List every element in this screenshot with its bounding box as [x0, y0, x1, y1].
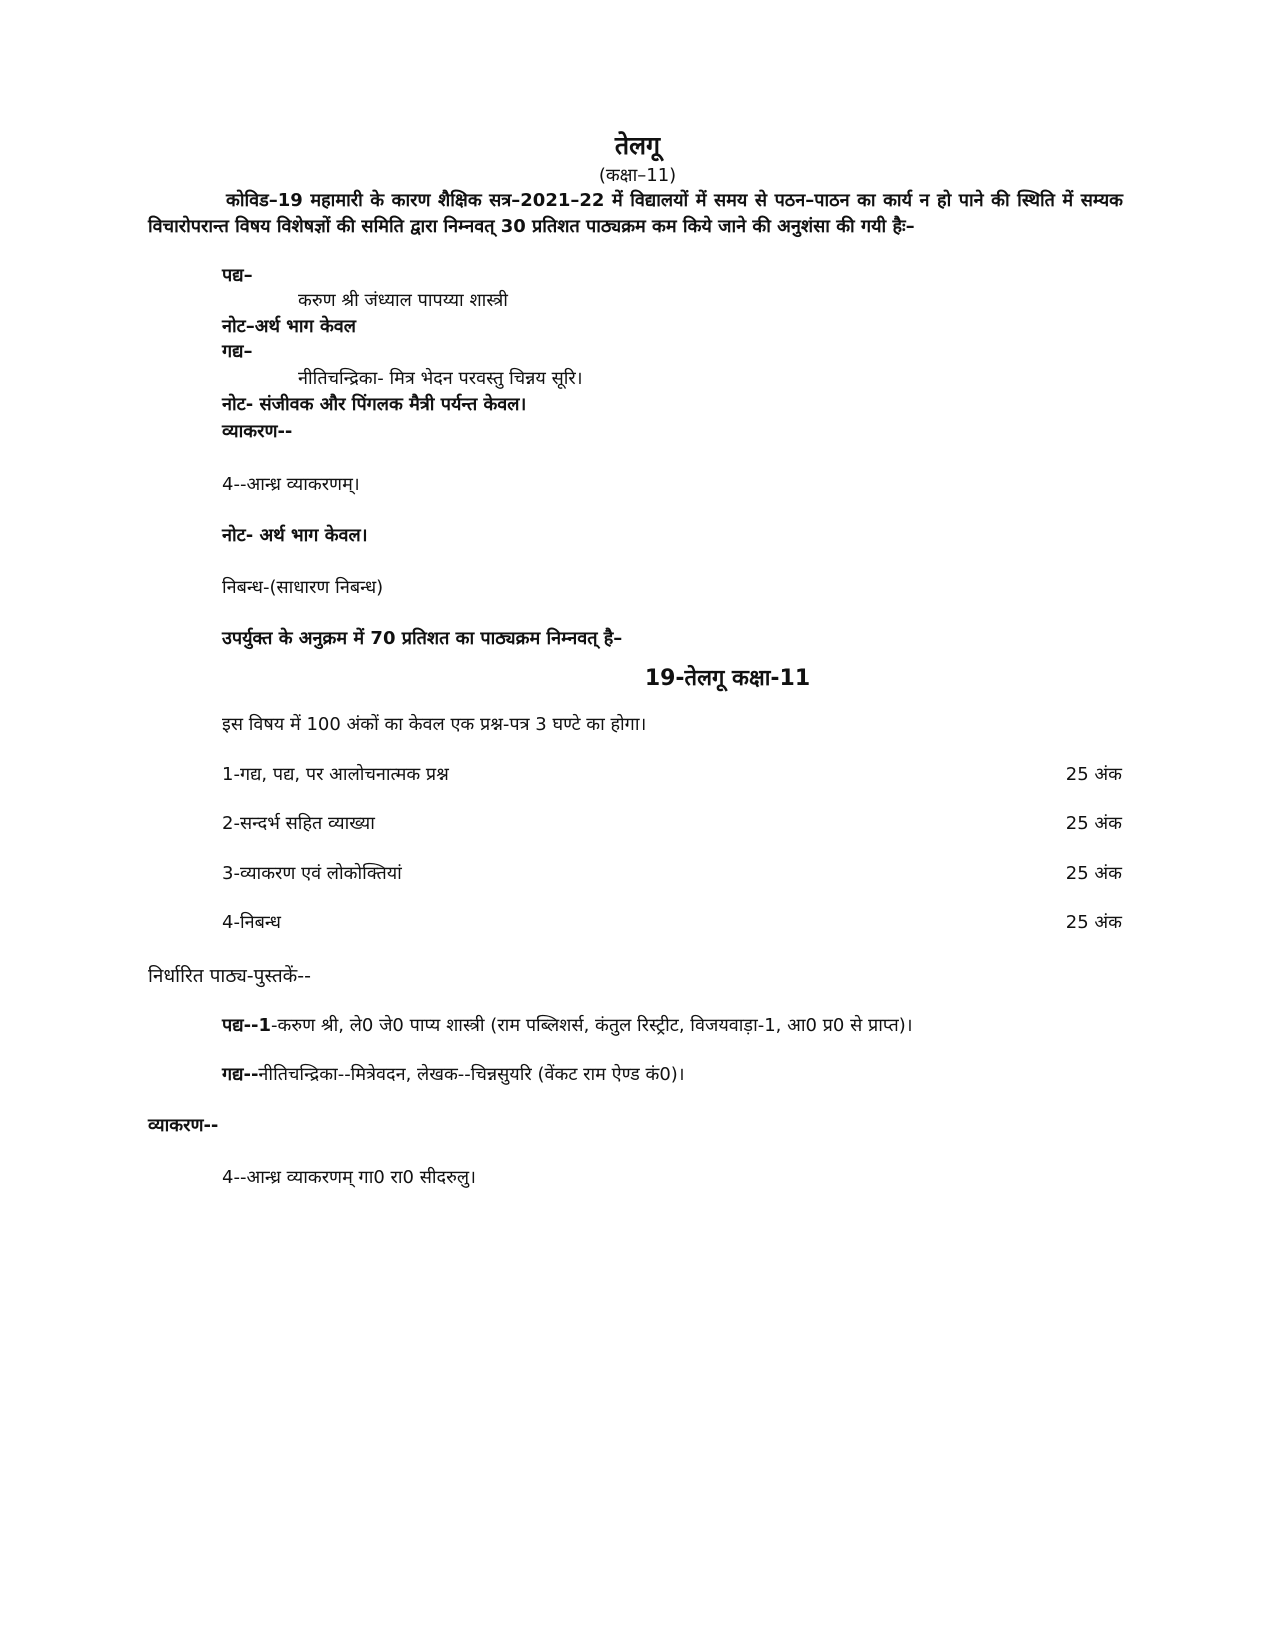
marks-row	[222, 811, 1122, 835]
padya-text: करुण श्री जंध्याल पापय्या शास्त्री	[298, 290, 508, 311]
syllabus-intro: उपर्युक्त के अनुक्रम में 70 प्रतिशत का पाठ्यक्रम निम्नवत् है–	[222, 628, 623, 649]
marks-row	[222, 861, 1122, 885]
nibandh-text: निबन्ध-(साधारण निबन्ध)	[222, 577, 384, 598]
book-padya	[222, 1013, 913, 1037]
marks-row-label: 4-निबन्ध	[222, 912, 281, 933]
intro-paragraph: कोविड–19 महामारी के कारण शैक्षिक सत्र–2021–22 में विद्यालयों में समय से पठन–पाठन का कार्य न हो पाने की स्थिति में सम्यक विचारोपरान्त विषय विशेषज्ञों की समिति द्वारा निम्नवत् 30 प्रतिशत पाठ्यक्रम कम किये जाने की अनुशंसा की गयी हैः–	[148, 190, 1123, 237]
book-padya-details: -करुण श्री, ले0 जे0 पाप्य शास्त्री (राम पब्लिशर्स, कंतुल रिस्ट्रीट, विजयवाड़ा-1, आ0 प्र0 से प्राप्त)।	[271, 1015, 913, 1036]
syllabus-heading: 19-तेलगू कक्षा-11	[644, 666, 811, 691]
book-gadya-details: नीतिचन्द्रिका--मित्रेवदन, लेखक--चिन्नसुयरि (वेंकट राम ऐण्ड कं0)।	[258, 1064, 685, 1085]
padya-label: पद्य–	[222, 265, 253, 286]
grammar-heading: व्याकरण--	[148, 1115, 219, 1136]
vyakaran-text: 4--आन्ध्र व्याकरणम्।	[222, 474, 360, 495]
note-sanjeevak: नोट- संजीवक और पिंगलक मैत्री पर्यन्त केवल।	[222, 394, 527, 415]
note-artha-bhag-2: नोट- अर्थ भाग केवल।	[222, 525, 368, 546]
vyakaran-label: व्याकरण--	[222, 421, 293, 442]
book-gadya	[222, 1062, 685, 1086]
gadya-label: गद्य–	[222, 341, 253, 362]
books-heading: निर्धारित पाठ्य-पुस्तकें--	[148, 965, 311, 987]
gadya-text: नीतिचन्द्रिका- मित्र भेदन परवस्तु चिन्नय सूरि।	[298, 368, 583, 389]
marks-row-value: 25 अंक	[1065, 813, 1122, 834]
class-subtitle: (कक्षा–11)	[598, 165, 677, 186]
marks-row-label: 2-सन्दर्भ सहित व्याख्या	[222, 813, 375, 834]
book-gadya-label: गद्य--	[222, 1064, 259, 1085]
grammar-text: 4--आन्ध्र व्याकरणम् गा0 रा0 सीदरुलु।	[222, 1167, 476, 1188]
page-title: तेलगू	[614, 131, 661, 160]
marks-row	[222, 910, 1122, 934]
note-artha-bhag: नोट–अर्थ भाग केवल	[222, 316, 356, 337]
marks-row-label: 3-व्याकरण एवं लोकोक्तियां	[222, 863, 402, 884]
marks-row-value: 25 अंक	[1065, 863, 1122, 884]
marks-row	[222, 762, 1122, 786]
marks-row-value: 25 अंक	[1065, 912, 1122, 933]
marks-row-value: 25 अंक	[1065, 764, 1122, 785]
paper-note: इस विषय में 100 अंकों का केवल एक प्रश्न-पत्र 3 घण्टे का होगा।	[222, 714, 647, 735]
marks-row-label: 1-गद्य, पद्य, पर आलोचनात्मक प्रश्न	[222, 764, 449, 785]
book-padya-label: पद्य--1	[222, 1015, 272, 1036]
